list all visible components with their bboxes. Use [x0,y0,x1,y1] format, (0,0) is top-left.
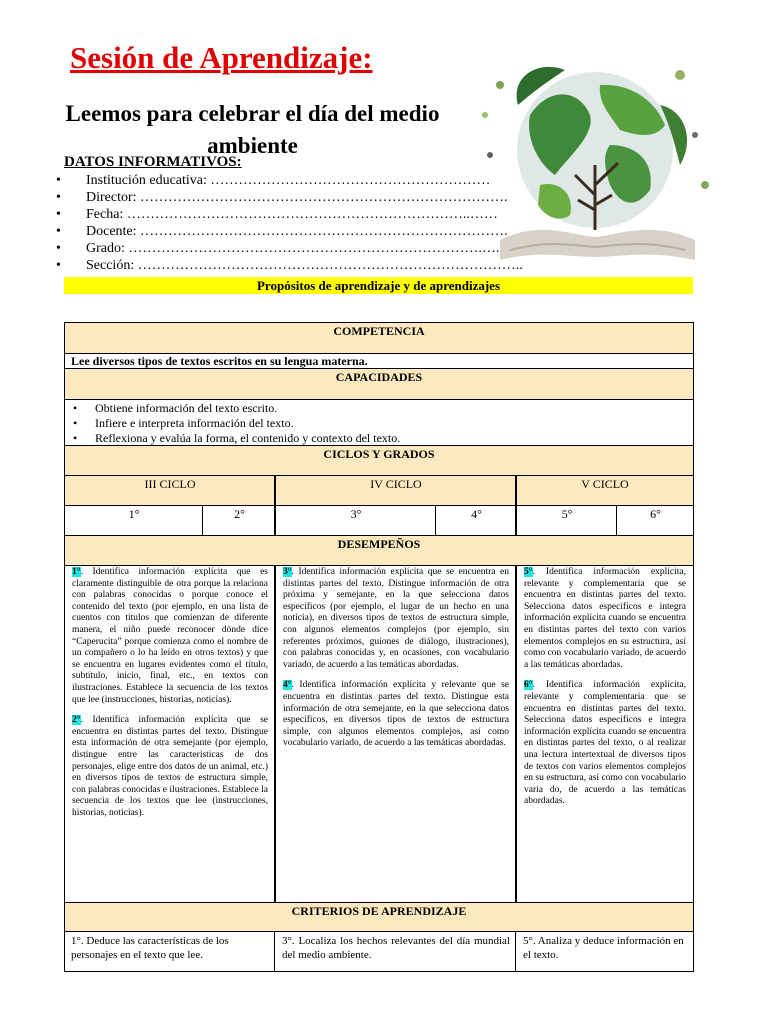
criterios-header: CRITERIOS DE APRENDIZAJE [65,903,693,931]
session-subtitle: Leemos para celebrar el día del medio ambiente [65,101,440,158]
bullet: • [56,241,61,256]
list-item [56,257,523,274]
criterio-5: 5°. Analiza y deduce información en el texto. [523,935,684,961]
docente-field: Docente: ……………………………………………………………………. [86,224,508,239]
competencia-text: Lee diversos tipos de textos escritos en su lengua materna. [71,354,368,368]
capacidades-header: CAPACIDADES [65,369,693,399]
bullet: • [56,173,61,188]
institucion-field: Institución educativa: …………………………………………………… [86,173,491,188]
grado-6: 6° [650,507,661,521]
datos-informativos-heading: DATOS INFORMATIVOS: [64,154,242,170]
grade-badge: 6° [524,680,533,691]
desempenos-v: 5°. Identifica información explícita, relevante y complementaria que se encuentra en distintas partes del texto. Selecciona datos específicos e integra información explícita cuando se encuentra en distintas partes del texto con varios elementos complejos en su estructura, así como con vocabulario variado, de acuerdo a las temáticas abordadas. 6°. Identifica información explícita, relevante y complementaria que se encuentra en distintas partes del texto. Selecciona datos específicos e integra información explícita cuando se encuentra en distintas partes del texto, o al realizar una lectura intertextual de diversos tipos de textos con varios elementos complejos en su estructura, así como con vocabulario varia do, de acuerdo a las temáticas abordadas. [524,567,686,807]
grado-1: 1° [128,507,140,521]
grado-5: 5° [561,507,573,521]
capacidades-list [65,401,693,445]
competencia-header: COMPETENCIA [65,323,693,353]
list-item [56,240,523,257]
desempenos-iii: 1°. Identifica información explícita que es claramente distinguible de otra porque la relaciona con palabras conocidas o porque conoce el contenido del texto (por ejemplo, en una lista de cuentos con títulos que comienzan de diferente manera, el niño puede reconocer dónde dice “Caperucita” porque comienza como el nombre de un compañero o lo ha leído en otros textos) y que se encuentra en lugares evidentes como el título, subtítulo, inicio, final, etc., en textos con ilustraciones. Establece la secuencia de los textos que lee (instrucciones, historias, noticias). 2°. Identifica información explícita que se encuentra en distintas partes del texto. Distingue esta información de otra semejante (por ejemplo, distingue entre las características de dos personajes, elige entre dos datos de un animal, etc.) en diversos tipos de textos de estructura simple, con palabras conocidas e ilustraciones. Establece la secuencia de los textos que lee (instrucciones, historias, noticias). [72,567,268,818]
list-item: • Reflexiona y evalúa la forma, el contenido y contexto del texto. [73,431,401,445]
ciclo-iii: III CICLO [65,476,275,505]
criterio-1: 1°. Deduce las características de los personajes en el texto que lee. [71,935,229,961]
list-item [56,189,523,206]
grade-badge: 3° [283,567,292,577]
list-item: • Infiere e interpreta información del texto. [73,416,294,430]
desempenos-iv: 3°. Identifica información explícita que se encuentra en distintas partes del texto. Distingue información de otra próxima y semejante, en la que selecciona datos específicos (por ejemplo, el lugar de un hecho en una noticia), en diversos tipos de textos de estructura simple, con algunos elementos complejos (por ejemplo, sin referentes próximos, guiones de diálogo, ilustraciones), con palabras conocidas y, en ocasiones, con vocabulario variado, de acuerdo a las temáticas abordadas. 4°. Identifica información explícita y relevante que se encuentra en distintas partes del texto. Distingue esta información de otra semejante, en la que selecciona datos específicos, en diversos tipos de textos de estructura simple, con algunos elementos complejos, así como vocabulario variado, de acuerdo a las temáticas abordadas. [283,567,509,749]
fecha-field: Fecha: ………………………………………………………………..…… [86,207,498,222]
bullet: • [73,416,78,430]
grade-badge: 4° [283,680,292,691]
criterio-3: 3°. Localiza los hechos relevantes del día mundial del medio ambiente. [282,935,510,961]
director-field: Director: ……………………………………………………………………. [86,190,508,205]
datos-list [56,172,523,274]
purpose-banner: Propósitos de aprendizaje y de aprendizajes [64,277,693,294]
ciclo-iv: IV CICLO [276,476,516,505]
grade-badge: 2° [72,715,81,726]
grado-2: 2° [234,507,245,521]
bullet: • [56,224,61,239]
grado-3: 3° [350,507,362,521]
list-item [56,172,523,189]
ciclo-v: V CICLO [517,476,693,505]
grade-badge: 1° [72,567,81,577]
bullet: • [56,207,61,222]
learning-table [64,322,694,972]
bullet: • [73,401,78,415]
grado-4: 4° [471,507,482,521]
page-title: Sesión de Aprendizaje: [70,40,373,75]
bullet: • [56,258,61,273]
ciclos-header: CICLOS Y GRADOS [65,446,693,475]
list-item [56,206,523,223]
grado-field: Grado: ………………………………………………………………….…. [86,241,500,256]
bullet: • [73,431,78,445]
bullet: • [56,190,61,205]
grade-badge: 5° [524,567,533,577]
seccion-field: Sección: ……………………………………………………………………….. [86,258,523,273]
list-item [56,223,523,240]
list-item: • Obtiene información del texto escrito. [73,401,278,415]
desempenos-header: DESEMPEÑOS [65,536,693,565]
